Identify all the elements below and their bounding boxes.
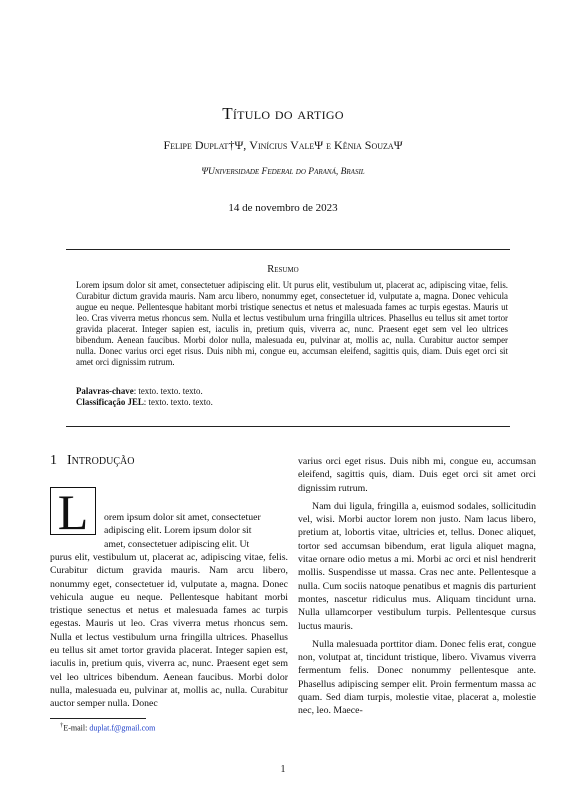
left-column-dropcap-lines (104, 511, 288, 551)
drop-cap: L (50, 487, 96, 535)
keywords-label: Palavras-chave (76, 386, 134, 396)
footnote (60, 722, 155, 733)
dropcap-line: amet, consectetuer adipiscing elit. Ut (104, 538, 250, 550)
jel-text: : texto. texto. texto. (143, 397, 213, 407)
abstract-text: Lorem ipsum dolor sit amet, consectetuer adipiscing elit. Ut purus elit, vestibulum ut, placerat ac, adipiscing vitae, felis. Curabitur dictum gravida mauris. Nam arcu libero, nonummy eget, consectetuer id, vulputate a, magna. Donec vehicula augue eu neque. Pellentesque habitant morbi tristique senectus et netus et malesuada fames ac turpis egestas. Mauris ut leo. Cras viverra metus rhoncus sem. Nulla et lectus vestibulum urna fringilla ultrices. Phasellus eu tellus sit amet tortor gravida placerat. Integer sapien est, iaculis in, pretium quis, viverra ac, nunc. Praesent eget sem vel leo ultrices bibendum. Aenean faucibus. Morbi dolor nulla, malesuada eu, pulvinar at, mollis ac, nulla. Curabitur auctor semper nulla. Donec varius orci eget risus. Duis nibh mi, congue eu, accumsan eleifend, sagittis quis, diam. Duis eget orci sit amet orci dignissim rutrum. (76, 280, 508, 367)
paper-title: Título do artigo (222, 104, 344, 123)
paper-date: 14 de novembro de 2023 (228, 202, 338, 214)
footnote-marker: † (60, 722, 64, 729)
footnote-rule (50, 718, 146, 719)
right-column-text (298, 455, 536, 718)
section-number: 1 (50, 453, 57, 468)
paragraph: purus elit, vestibulum ut, placerat ac, adipiscing vitae, felis. Curabitur dictum gravida mauris. Nam arcu libero, nonummy eget, consectetuer id, vulputate a, magna. Donec vehicula augue eu neque. Pellentesque habitant morbi tristique senectus et netus et malesuada fames ac turpis egestas. Mauris ut leo. Cras viverra metus rhoncus sem. Nulla et lectus vestibulum urna fringilla ultrices. Phasellus eu tellus sit amet tortor gravida placerat. Integer sapien est, iaculis in, pretium quis, viverra ac, nunc. Praesent eget sem vel leo ultrices bibendum. Aenean faucibus. Morbi dolor nulla, malesuada eu, pulvinar at, mollis ac, nulla. Curabitur auctor semper nulla. Donec (50, 552, 288, 710)
page-number: 1 (280, 764, 286, 775)
abstract-bottom-rule (66, 426, 510, 427)
jel-label: Classificação JEL (76, 397, 144, 407)
paragraph: Nulla malesuada porttitor diam. Donec felis erat, congue non, volutpat at, tincidunt tristique, libero. Vivamus viverra fermentum felis. Donec nonummy pellentesque ante. Phasellus adipiscing semper elit. Proin fermentum massa ac quam. Sed diam turpis, molestie vitae, placerat a, molestie nec, leo. Maece- (298, 638, 536, 717)
section-heading (50, 453, 134, 469)
abstract-title: Resumo (267, 264, 299, 275)
left-column-text (50, 551, 288, 711)
email-link[interactable]: duplat.f@gmail.com (89, 723, 156, 733)
paragraph: Nam dui ligula, fringilla a, euismod sodales, sollicitudin vel, wisi. Morbi auctor lorem non justo. Nam lacus libero, pretium at, lobortis vitae, ultricies et, tellus. Donec aliquet, tortor sed accumsan bibendum, erat ligula aliquet magna, vitae ornare odio metus a mi. Morbi ac orci et nisl hendrerit mollis. Suspendisse ut massa. Cras nec ante. Pellentesque a nulla. Cum sociis natoque penatibus et magnis dis parturient montes, nascetur ridiculus mus. Aliquam tincidunt urna. Nulla ullamcorper vestibulum turpis. Pellentesque cursus luctus mauris. (298, 500, 536, 632)
author-list: Felipe Duplat†Ψ, Vinícius ValeΨ e Kênia SouzaΨ (163, 138, 403, 152)
dropcap-line: orem ipsum dolor sit amet, consectetuer (104, 512, 261, 523)
paragraph: varius orci eget risus. Duis nibh mi, congue eu, accumsan eleifend, sagittis quis, diam. Duis eget orci sit amet orci dignissim rutrum. (298, 456, 536, 494)
jel-line (76, 397, 213, 407)
footnote-label: E-mail: (63, 723, 90, 733)
keywords-line (76, 386, 203, 396)
section-title: Introdução (67, 453, 135, 468)
affiliation: ΨUniversidade Federal do Paraná, Brasil (201, 167, 365, 177)
abstract-top-rule (66, 249, 510, 250)
dropcap-line: adipiscing elit. Lorem ipsum dolor sit (104, 525, 252, 537)
keywords-text: : texto. texto. texto. (133, 386, 203, 396)
